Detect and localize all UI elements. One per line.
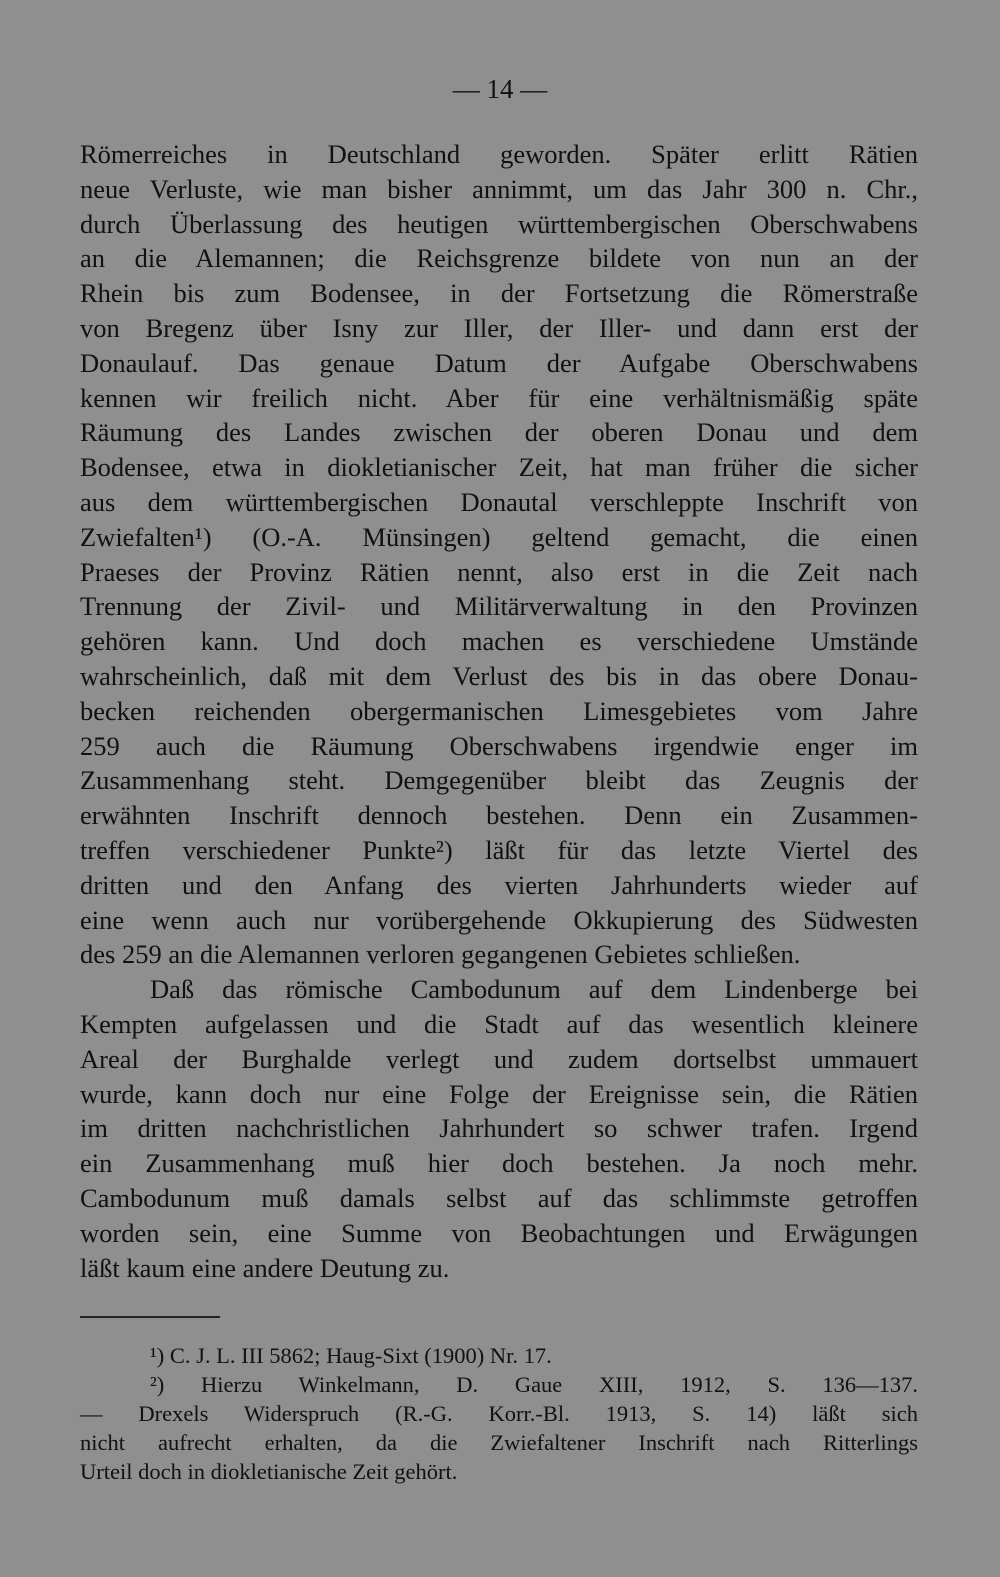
text-line: treffen verschiedener Punkte²) läßt für das letzte Viertel des [80, 834, 918, 865]
text-line: gehören kann. Und doch machen es verschiedene Umstände [80, 626, 918, 657]
text-line: des 259 an die Alemannen verloren gegangenen Gebietes schließen. [80, 939, 801, 970]
text-line: wurde, kann doch nur eine Folge der Ereignisse sein, die Rätien [80, 1078, 918, 1109]
text-line: Praeses der Provinz Rätien nennt, also erst in die Zeit nach [80, 556, 918, 587]
text-line: durch Überlassung des heutigen württembergischen Oberschwabens [80, 208, 918, 239]
text-line: läßt kaum eine andere Deutung zu. [80, 1252, 450, 1283]
text-line: an die Alemannen; die Reichsgrenze bildete von nun an der [80, 243, 918, 274]
footnote-line: nicht aufrecht erhalten, da die Zwiefaltener Inschrift nach Ritterlings [80, 1430, 918, 1455]
text-line: becken reichenden obergermanischen Limesgebietes vom Jahre [80, 695, 918, 726]
footnote-divider [80, 1316, 220, 1318]
text-line: von Bregenz über Isny zur Iller, der Iller- und dann erst der [80, 312, 918, 343]
text-line: Daß das römische Cambodunum auf dem Lindenberge bei [150, 974, 918, 1005]
text-line: Trennung der Zivil- und Militärverwaltung in den Provinzen [80, 591, 918, 622]
text-line: Rhein bis zum Bodensee, in der Fortsetzung die Römerstraße [80, 278, 918, 309]
text-line: worden sein, eine Summe von Beobachtungen und Erwägungen [80, 1217, 918, 1248]
footnote-2: ²) Hierzu Winkelmann, D. Gaue XIII, 1912, S. 136—137. [150, 1372, 918, 1397]
text-line: Bodensee, etwa in diokletianischer Zeit, hat man früher die sicher [80, 452, 918, 483]
text-line: aus dem württembergischen Donautal verschleppte Inschrift von [80, 486, 918, 517]
text-line: Donaulauf. Das genaue Datum der Aufgabe Oberschwabens [80, 347, 918, 378]
text-line: Areal der Burghalde verlegt und zudem dortselbst ummauert [80, 1043, 918, 1074]
text-line: Römerreiches in Deutschland geworden. Später erlitt Rätien [80, 139, 918, 169]
text-line: Zusammenhang steht. Demgegenüber bleibt das Zeugnis der [80, 765, 918, 796]
text-line: Cambodunum muß damals selbst auf das schlimmste getroffen [80, 1182, 918, 1213]
text-line: Kempten aufgelassen und die Stadt auf das wesentlich kleinere [80, 1008, 918, 1039]
text-line: eine wenn auch nur vorübergehende Okkupierung des Südwesten [80, 904, 918, 935]
footnote-1: ¹) C. J. L. III 5862; Haug-Sixt (1900) Nr. 17. [150, 1343, 552, 1368]
text-line: neue Verluste, wie man bisher annimmt, um das Jahr 300 n. Chr., [80, 173, 918, 204]
page-number: — 14 — [452, 74, 548, 104]
text-line: erwähnten Inschrift dennoch bestehen. Denn ein Zusammen- [80, 800, 918, 831]
text-line: Zwiefalten¹) (O.-A. Münsingen) geltend gemacht, die einen [80, 521, 918, 552]
text-line: im dritten nachchristlichen Jahrhundert so schwer trafen. Irgend [80, 1113, 918, 1144]
main-text [80, 137, 918, 1285]
footnote-line: Urteil doch in diokletianische Zeit gehört. [80, 1459, 458, 1484]
footnotes [80, 1341, 918, 1486]
text-line: Räumung des Landes zwischen der oberen Donau und dem [80, 417, 918, 448]
text-line: 259 auch die Räumung Oberschwabens irgendwie enger im [80, 730, 918, 761]
text-line: wahrscheinlich, daß mit dem Verlust des bis in das obere Donau- [80, 660, 918, 691]
text-line: kennen wir freilich nicht. Aber für eine verhältnismäßig späte [80, 382, 918, 413]
footnote-line: — Drexels Widerspruch (R.-G. Korr.-Bl. 1913, S. 14) läßt sich [80, 1401, 918, 1426]
text-line: dritten und den Anfang des vierten Jahrhunderts wieder auf [80, 869, 918, 900]
text-line: ein Zusammenhang muß hier doch bestehen. Ja noch mehr. [80, 1148, 918, 1179]
